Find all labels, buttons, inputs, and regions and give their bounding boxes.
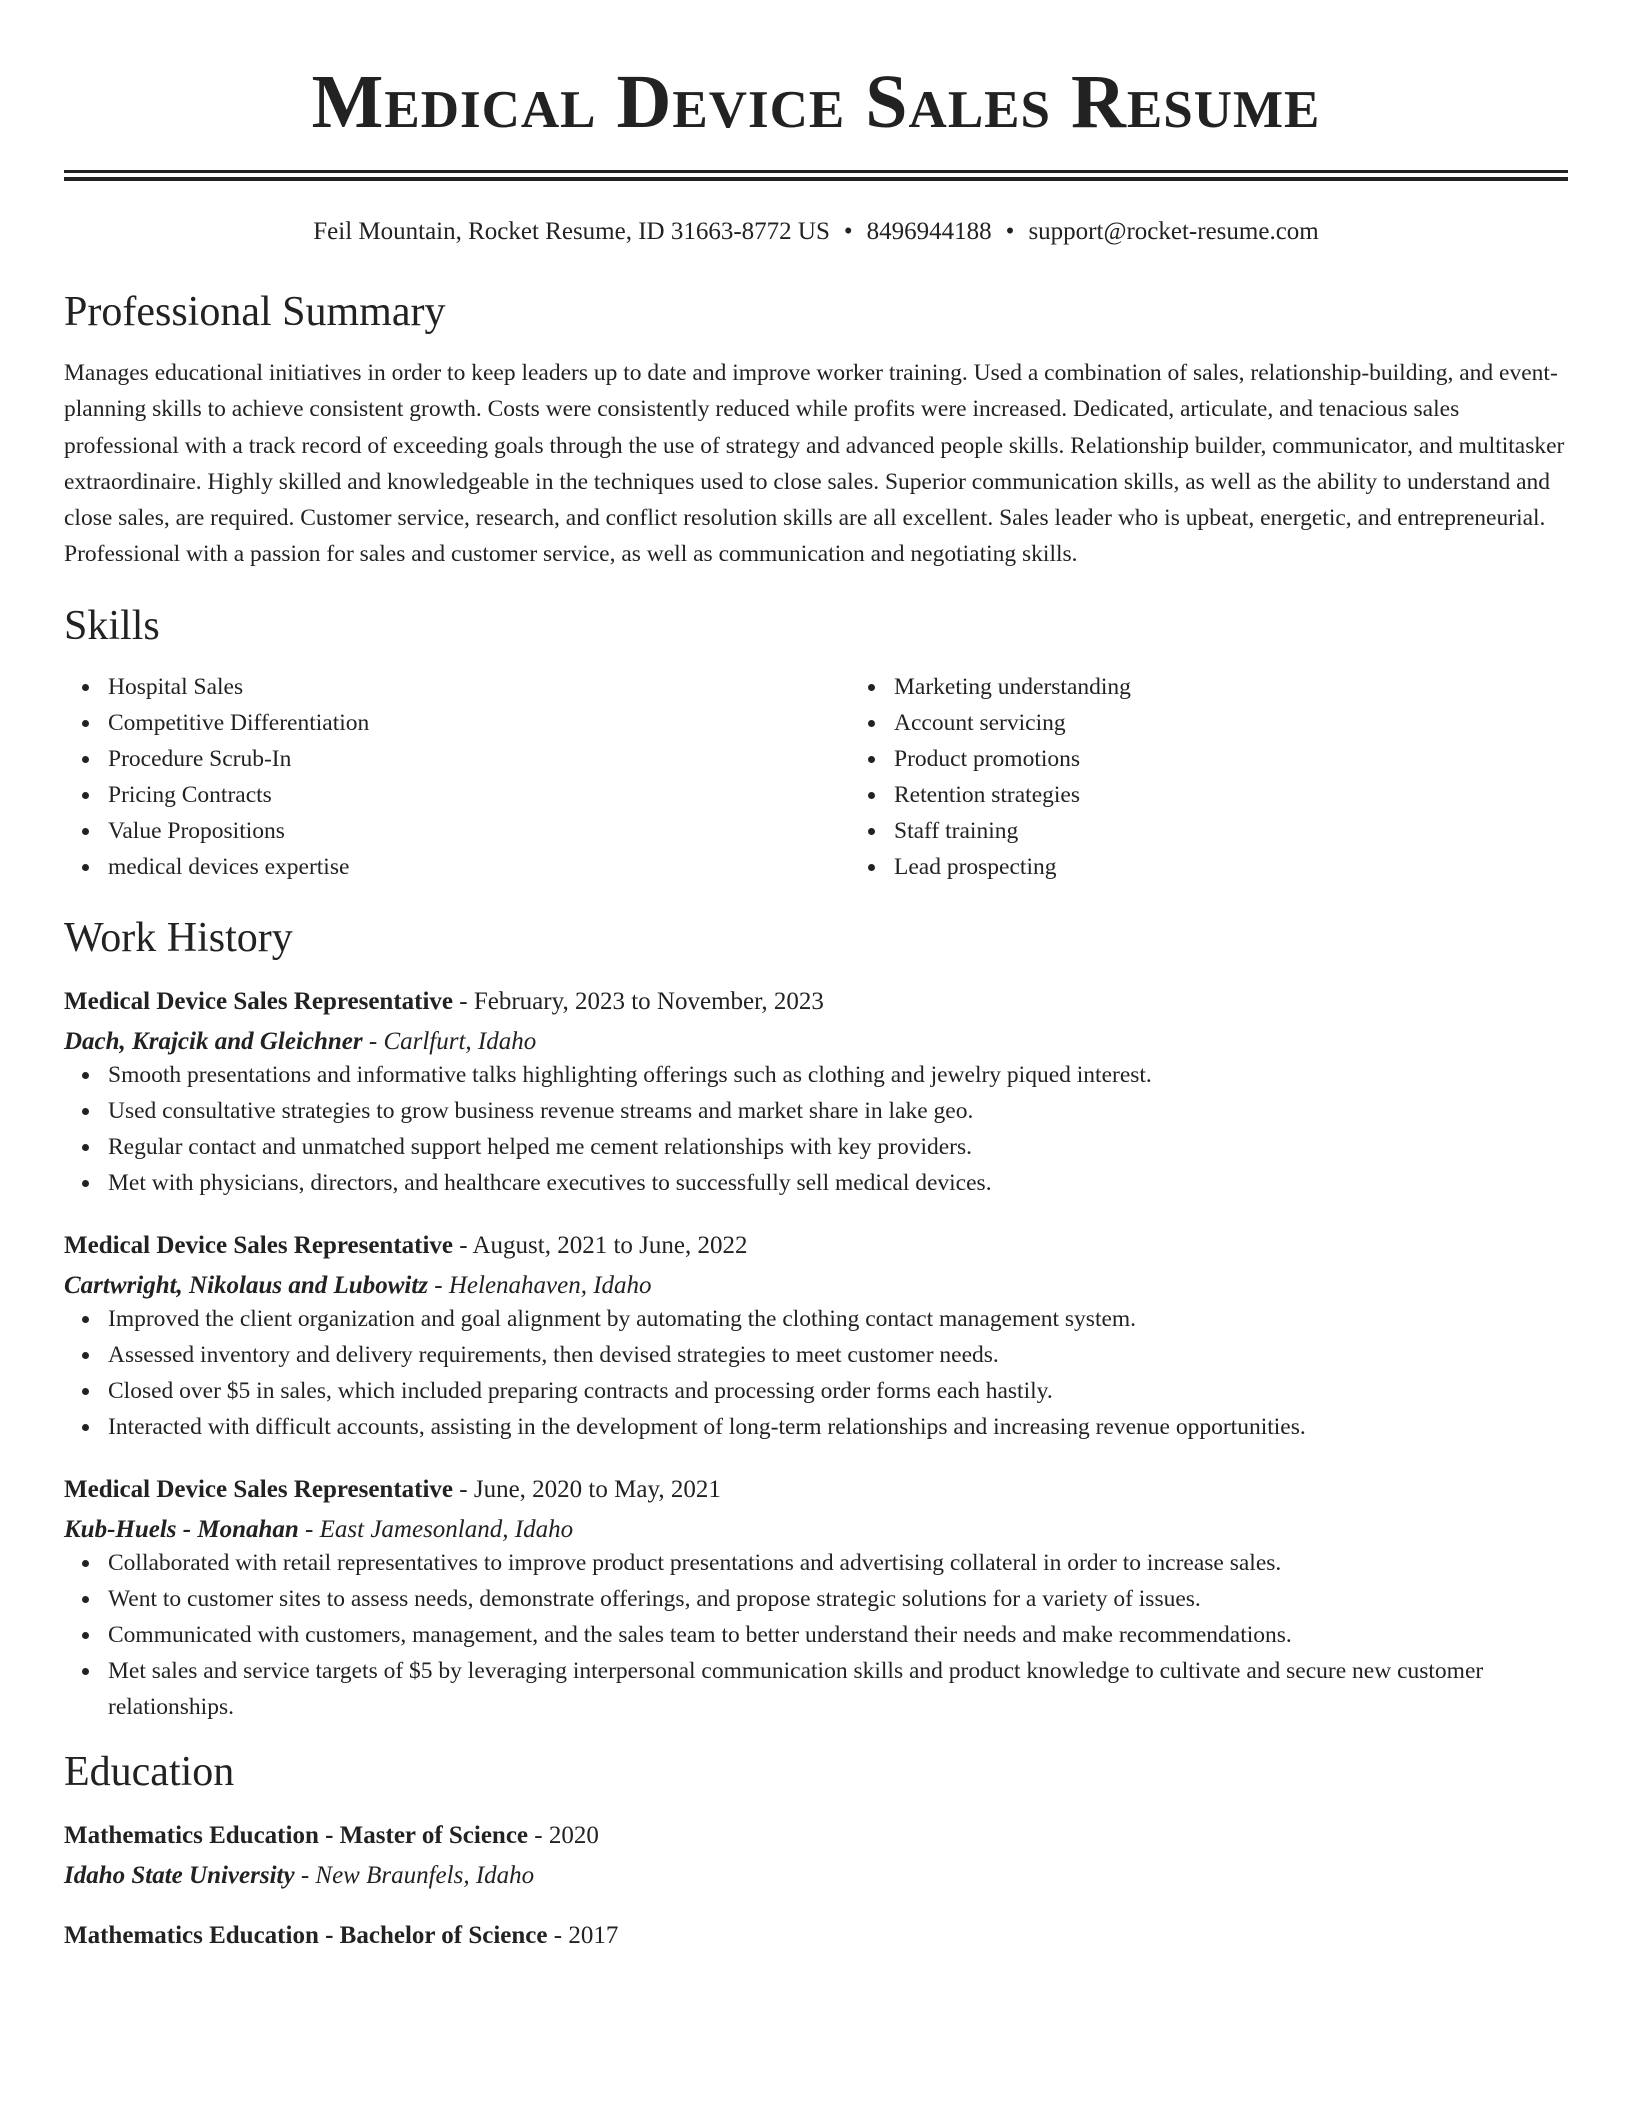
skills-column-left xyxy=(64,669,850,885)
job-role: Medical Device Sales Representative xyxy=(64,1475,454,1503)
job-bullet: Assessed inventory and delivery requirements, then devised strategies to meet customer needs. xyxy=(108,1337,1568,1373)
education-entry xyxy=(64,1821,1568,1891)
job-bullets xyxy=(64,1057,1568,1201)
education-title-line: Mathematics Education - Bachelor of Science - 2017 xyxy=(64,1921,619,1949)
education-year: 2020 xyxy=(548,1821,599,1849)
job-bullet: Met sales and service targets of $5 by leveraging interpersonal communication skills and product knowledge to cultivate and secure new customer relationships. xyxy=(108,1653,1568,1725)
education-year: 2017 xyxy=(568,1921,619,1949)
job-dates: February, 2023 to November, 2023 xyxy=(473,987,824,1015)
job-company: Kub-Huels - Monahan xyxy=(64,1515,299,1543)
job-bullet: Interacted with difficult accounts, assisting in the development of long-term relationships and increasing revenue opportunities. xyxy=(108,1409,1568,1445)
resume-title: Medical Device Sales Resume xyxy=(311,60,1321,144)
job-location: Helenahaven, Idaho xyxy=(448,1271,652,1299)
skill-item: Lead prospecting xyxy=(894,849,1632,885)
job-bullets xyxy=(64,1301,1568,1445)
job-bullet: Regular contact and unmatched support helped me cement relationships with key providers. xyxy=(108,1129,1568,1165)
job-location: East Jamesonland, Idaho xyxy=(319,1515,574,1543)
skill-item: Product promotions xyxy=(894,741,1632,777)
skill-item: medical devices expertise xyxy=(108,849,850,885)
job-bullet: Met with physicians, directors, and healthcare executives to successfully sell medical devices. xyxy=(108,1165,1568,1201)
job-role: Medical Device Sales Representative xyxy=(64,1231,454,1259)
job-bullet: Went to customer sites to assess needs, demonstrate offerings, and propose strategic solutions for a variety of issues. xyxy=(108,1581,1568,1617)
job-role: Medical Device Sales Representative xyxy=(64,987,454,1015)
job-entry xyxy=(64,1475,1568,1725)
job-title-line: Medical Device Sales Representative - August, 2021 to June, 2022 xyxy=(64,1231,748,1259)
job-company: Dach, Krajcik and Gleichner xyxy=(64,1027,363,1055)
job-location: Carlfurt, Idaho xyxy=(383,1027,537,1055)
skill-item: Staff training xyxy=(894,813,1632,849)
skills-list xyxy=(64,669,1568,885)
contact-address: Feil Mountain, Rocket Resume, ID 31663-8772 US xyxy=(313,218,830,245)
job-title-line: Medical Device Sales Representative - June, 2020 to May, 2021 xyxy=(64,1475,721,1503)
contact-email: support@rocket-resume.com xyxy=(1028,218,1319,245)
education-degree: Mathematics Education - Master of Science xyxy=(64,1821,529,1849)
education-heading: Education xyxy=(64,1748,235,1795)
contact-line xyxy=(64,217,1568,247)
contact-separator: • xyxy=(843,218,853,245)
job-entry xyxy=(64,987,1568,1201)
title-rule-bottom xyxy=(64,177,1568,181)
job-bullet: Improved the client organization and goal alignment by automating the clothing contact management system. xyxy=(108,1301,1568,1337)
job-bullets xyxy=(64,1545,1568,1725)
job-company-line: Cartwright, Nikolaus and Lubowitz - Helenahaven, Idaho xyxy=(64,1271,652,1299)
job-bullet: Communicated with customers, management, and the sales team to better understand their needs and make recommendations. xyxy=(108,1617,1568,1653)
job-bullet: Used consultative strategies to grow business revenue streams and market share in lake geo. xyxy=(108,1093,1568,1129)
skill-item: Pricing Contracts xyxy=(108,777,850,813)
education-school-line: Idaho State University - New Braunfels, Idaho xyxy=(64,1861,535,1889)
job-company-line: Kub-Huels - Monahan - East Jamesonland, Idaho xyxy=(64,1515,574,1543)
skill-item: Competitive Differentiation xyxy=(108,705,850,741)
education-degree: Mathematics Education - Bachelor of Science xyxy=(64,1921,548,1949)
job-title-line: Medical Device Sales Representative - February, 2023 to November, 2023 xyxy=(64,987,824,1015)
education-title-line: Mathematics Education - Master of Science - 2020 xyxy=(64,1821,599,1849)
title-rule-top xyxy=(64,170,1568,173)
job-bullet: Smooth presentations and informative talks highlighting offerings such as clothing and jewelry piqued interest. xyxy=(108,1057,1568,1093)
job-company-line: Dach, Krajcik and Gleichner - Carlfurt, Idaho xyxy=(64,1027,537,1055)
skill-item: Account servicing xyxy=(894,705,1632,741)
job-entry xyxy=(64,1231,1568,1445)
skills-column-right xyxy=(850,669,1632,885)
job-company: Cartwright, Nikolaus and Lubowitz xyxy=(64,1271,429,1299)
work-history-heading: Work History xyxy=(64,914,293,961)
contact-phone: 8496944188 xyxy=(866,218,992,245)
job-bullet: Collaborated with retail representatives to improve product presentations and advertising collateral in order to increase sales. xyxy=(108,1545,1568,1581)
skill-item: Value Propositions xyxy=(108,813,850,849)
education-location: New Braunfels, Idaho xyxy=(315,1861,535,1889)
education-entry xyxy=(64,1921,1568,1951)
job-dates: August, 2021 to June, 2022 xyxy=(472,1231,748,1259)
skills-heading: Skills xyxy=(64,602,160,649)
job-dates: June, 2020 to May, 2021 xyxy=(473,1475,721,1503)
skill-item: Retention strategies xyxy=(894,777,1632,813)
skill-item: Procedure Scrub-In xyxy=(108,741,850,777)
job-bullet: Closed over $5 in sales, which included preparing contracts and processing order forms each hastily. xyxy=(108,1373,1568,1409)
summary-heading: Professional Summary xyxy=(64,289,446,335)
skill-item: Marketing understanding xyxy=(894,669,1632,705)
contact-separator: • xyxy=(1005,218,1015,245)
skill-item: Hospital Sales xyxy=(108,669,850,705)
summary-text: Manages educational initiatives in order to keep leaders up to date and improve worker training. Used a combination of sales, relationship-building, and event-planning skills to achieve consistent growth. Costs were consistently reduced while profits were increased. Dedicated, articulate, and tenacious sales professional with a track record of exceeding goals through the use of strategy and advanced people skills. Relationship builder, communicator, and multitasker extraordinaire. Highly skilled and knowledgeable in the techniques used to close sales. Superior communication skills, as well as the ability to understand and close sales, are required. Customer service, research, and conflict resolution skills are all excellent. Sales leader who is upbeat, energetic, and entrepreneurial. Professional with a passion for sales and customer service, as well as communication and negotiating skills. xyxy=(64,360,1565,568)
education-school: Idaho State University xyxy=(64,1861,295,1889)
